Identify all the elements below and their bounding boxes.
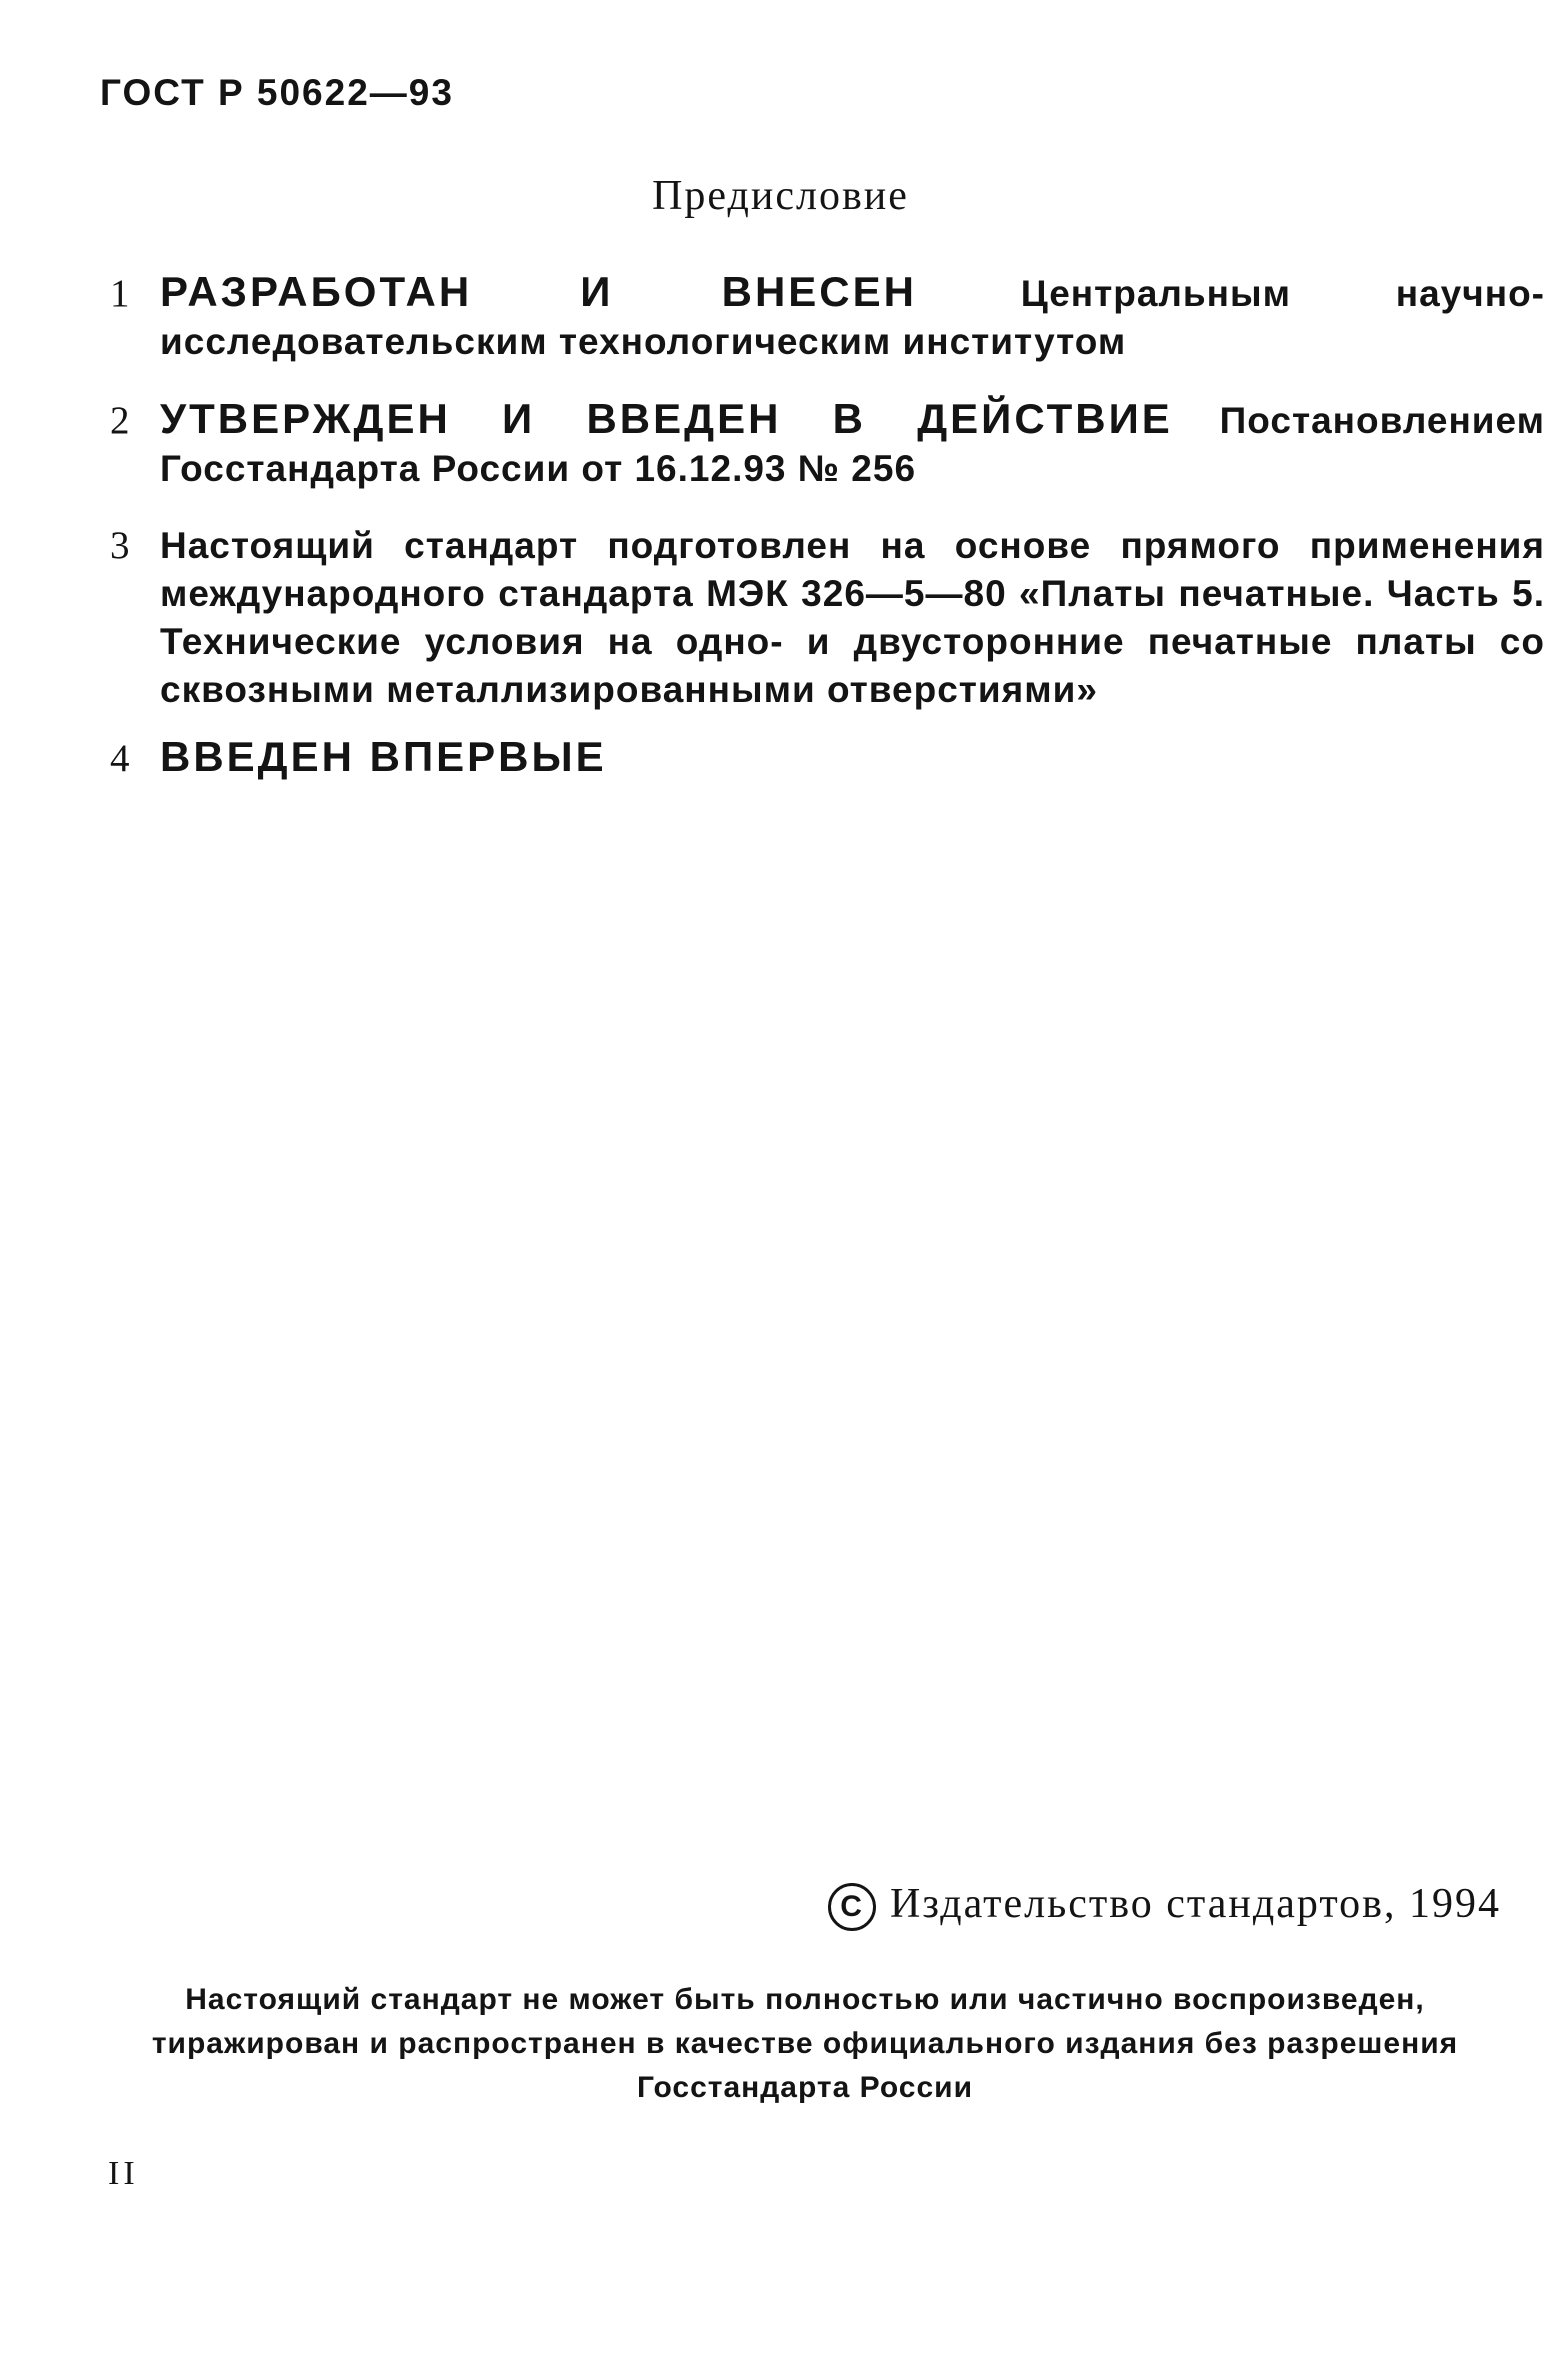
item-text: Настоящий стандарт подготовлен на основе прямого применения международного стандарта МЭК 326—5—80 «Платы печатные. Часть 5. Технические условия на одно- и двусторонние печатные платы со сквозными металлизированными отверстиями» (160, 525, 1545, 710)
preface-item-4 (110, 733, 1545, 783)
document-code: ГОСТ Р 50622—93 (100, 72, 454, 113)
item-number: 3 (110, 524, 130, 567)
preface-item-1 (110, 268, 1545, 366)
copyright-line (828, 1880, 1501, 1931)
reproduction-notice (110, 1978, 1500, 2110)
item-lead: ВВЕДЕН ВПЕРВЫЕ (160, 733, 607, 780)
item-number: 4 (110, 737, 130, 780)
preface-item-3 (110, 522, 1545, 714)
item-number: 1 (110, 272, 130, 315)
copyright-text: Издательство стандартов, 1994 (890, 1881, 1501, 1927)
item-lead: РАЗРАБОТАН И ВНЕСЕН (160, 268, 917, 315)
item-number: 2 (110, 399, 130, 442)
item-lead: УТВЕРЖДЕН И ВВЕДЕН В ДЕЙСТВИЕ (160, 395, 1173, 442)
preface-item-2 (110, 395, 1545, 493)
notice-line: Госстандарта России (636, 2071, 974, 2104)
item-text: Постановлением Госстандарта России от 16.12.93 № 256 (160, 400, 1546, 489)
notice-line: Настоящий стандарт не может быть полностью или частично воспроизведен, (185, 1983, 1425, 2016)
copyright-icon: C (828, 1883, 876, 1931)
preface-title: Предисловие (652, 173, 909, 219)
notice-line: тиражирован и распространен в качестве официального издания без разрешения (151, 2027, 1459, 2060)
item-text: Центральным научно-исследовательским технологическим институтом (160, 273, 1545, 362)
page-number: II (108, 2155, 139, 2192)
